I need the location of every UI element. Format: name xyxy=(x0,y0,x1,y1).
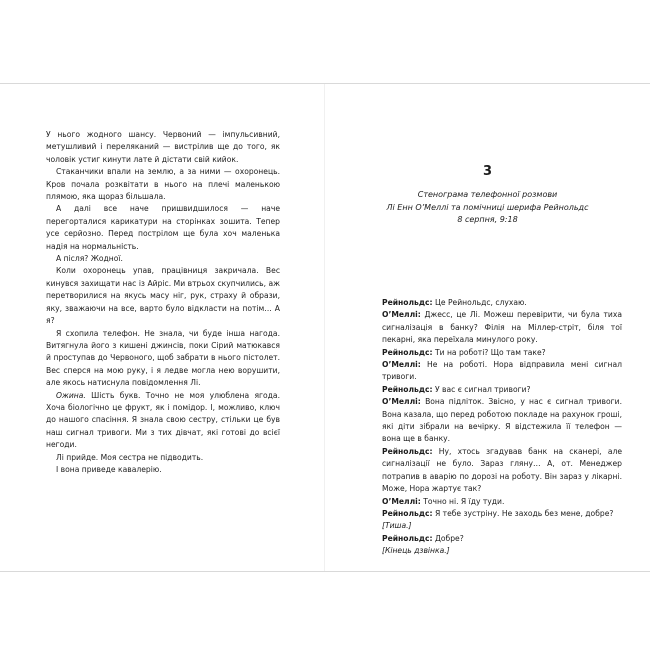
left-page-text xyxy=(46,129,280,476)
chapter-number: 3 xyxy=(482,164,493,179)
speaker-label: О’Меллі: xyxy=(382,496,421,506)
transcript xyxy=(382,297,622,558)
speaker-label: О’Меллі: xyxy=(382,310,421,320)
paragraph: А далі все наче пришвидшилося — наче перегорталися карикатури на сторінках зошита. Тепер усе серйозно. Перед пострілом ще була хоч маленька надія на нормальність. xyxy=(46,204,280,251)
stage-direction: [Тиша.] xyxy=(382,521,412,531)
dialogue-line xyxy=(382,396,622,446)
right-page xyxy=(325,84,650,571)
dialogue-line xyxy=(382,297,622,309)
paragraph: Стаканчики впали на землю, а за ними — охоронець. Кров почала розквітати в нього на плечі маленькою плямою, яка щораз більшала. xyxy=(46,167,280,202)
dialogue-text: Джесс, це Лі. Можеш перевірити, чи була тиха сигналізація в банку? Філія на Міллер-стріт, біля тої пекарні, яка переїхала минулого року. xyxy=(382,310,622,345)
dialogue-text: Добре? xyxy=(432,533,464,543)
dialogue-line xyxy=(382,496,622,508)
dialogue-text: Не на роботі. Нора відправила мені сигнал тривоги. xyxy=(382,360,622,382)
left-page xyxy=(0,84,325,571)
speaker-label: Рейнольдс: xyxy=(382,508,433,518)
dialogue-line xyxy=(382,446,622,496)
speaker-label: Рейнольдс: xyxy=(382,384,433,394)
dialogue-line xyxy=(382,508,622,520)
paragraph: І вона приведе кавалерію. xyxy=(56,464,162,474)
subtitle-line: Лі Енн О’Меллі та помічниці шерифа Рейнольдс xyxy=(386,202,589,212)
italic-word: Ожина. xyxy=(56,390,86,400)
paragraph: Лі прийде. Моя сестра не підводить. xyxy=(56,452,204,462)
paragraph: Я схопила телефон. Не знала, чи буде інша нагода. Витягнула його з кишені джинсів, поки Сірий матюкався й проступав до Червоного, щоб забрати в нього пістолет. Вес сперся на мою руку, і я ледве могла нею ворушити, але якось натиснула повідомлення Лі. xyxy=(46,328,280,388)
dialogue-line xyxy=(382,359,622,384)
subtitle-line: 8 серпня, 9:18 xyxy=(457,215,518,225)
paragraph: Коли охоронець упав, працівниця закричала. Вес кинувся захищати нас із Айріс. Ми втрьох скупчились, аж перетворилися на якусь масу ніг, рук, страху й образи, яку, зважаючи на все, варто було відкласти на потім… А я? xyxy=(46,266,280,326)
dialogue-text: Точно ні. Я їду туди. xyxy=(420,496,505,506)
book-spread xyxy=(0,83,650,572)
dialogue-text: Ти на роботі? Що там таке? xyxy=(432,347,546,357)
dialogue-text: Це Рейнольдс, слухаю. xyxy=(432,298,527,307)
paragraph-italic-lead xyxy=(46,390,280,452)
paragraph-rest: Шість букв. Точно не моя улюблена ягода. Хоча біологічно це фрукт, як і помідор. І, можливо, ключ до нашого спасіння. Я знала свою сестру, стільки це був наш сигнал тривоги. Ми з тих дівчат, які готові до всієї негоди. xyxy=(46,390,280,450)
speaker-label: О’Меллі: xyxy=(382,397,421,407)
paragraph: А після? Жодної. xyxy=(56,254,123,264)
speaker-label: Рейнольдс: xyxy=(382,533,433,543)
dialogue-text: Я тебе зустріну. Не заходь без мене, добре? xyxy=(432,508,614,518)
dialogue-line xyxy=(382,533,622,545)
dialogue-line xyxy=(382,347,622,359)
paragraph: У нього жодного шансу. Червоний — імпульсивний, метушливий і переляканий — вистрілив ще до того, як чоловік устиг кинути лате й дістати свій кийок. xyxy=(46,130,280,164)
dialogue-text: Ну, хтось згадував банк на сканері, але сигналізації не було. Зараз гляну… А, от. Менеджер потрапив в аварію по дорозі на роботу. Він зараз у лікарні. Може, Нора жартує так? xyxy=(382,446,622,494)
speaker-label: Рейнольдс: xyxy=(382,298,433,307)
stage-direction: [Кінець дзвінка.] xyxy=(382,546,450,556)
dialogue-line xyxy=(382,384,622,396)
chapter-subtitle xyxy=(365,189,610,227)
speaker-label: Рейнольдс: xyxy=(382,446,433,456)
subtitle-line: Стенограма телефонної розмови xyxy=(417,190,558,199)
dialogue-line xyxy=(382,309,622,346)
dialogue-text: У вас є сигнал тривоги? xyxy=(432,384,531,394)
dialogue-text: Вона підліток. Звісно, у нас є сигнал тривоги. Вона казала, що перед роботою покладе на рахунок гроші, які діти зібрали на вечірку. Я відстежила її телефон — вона ще в банку. xyxy=(382,397,622,444)
speaker-label: Рейнольдс: xyxy=(382,347,433,357)
speaker-label: О’Меллі: xyxy=(382,360,421,370)
